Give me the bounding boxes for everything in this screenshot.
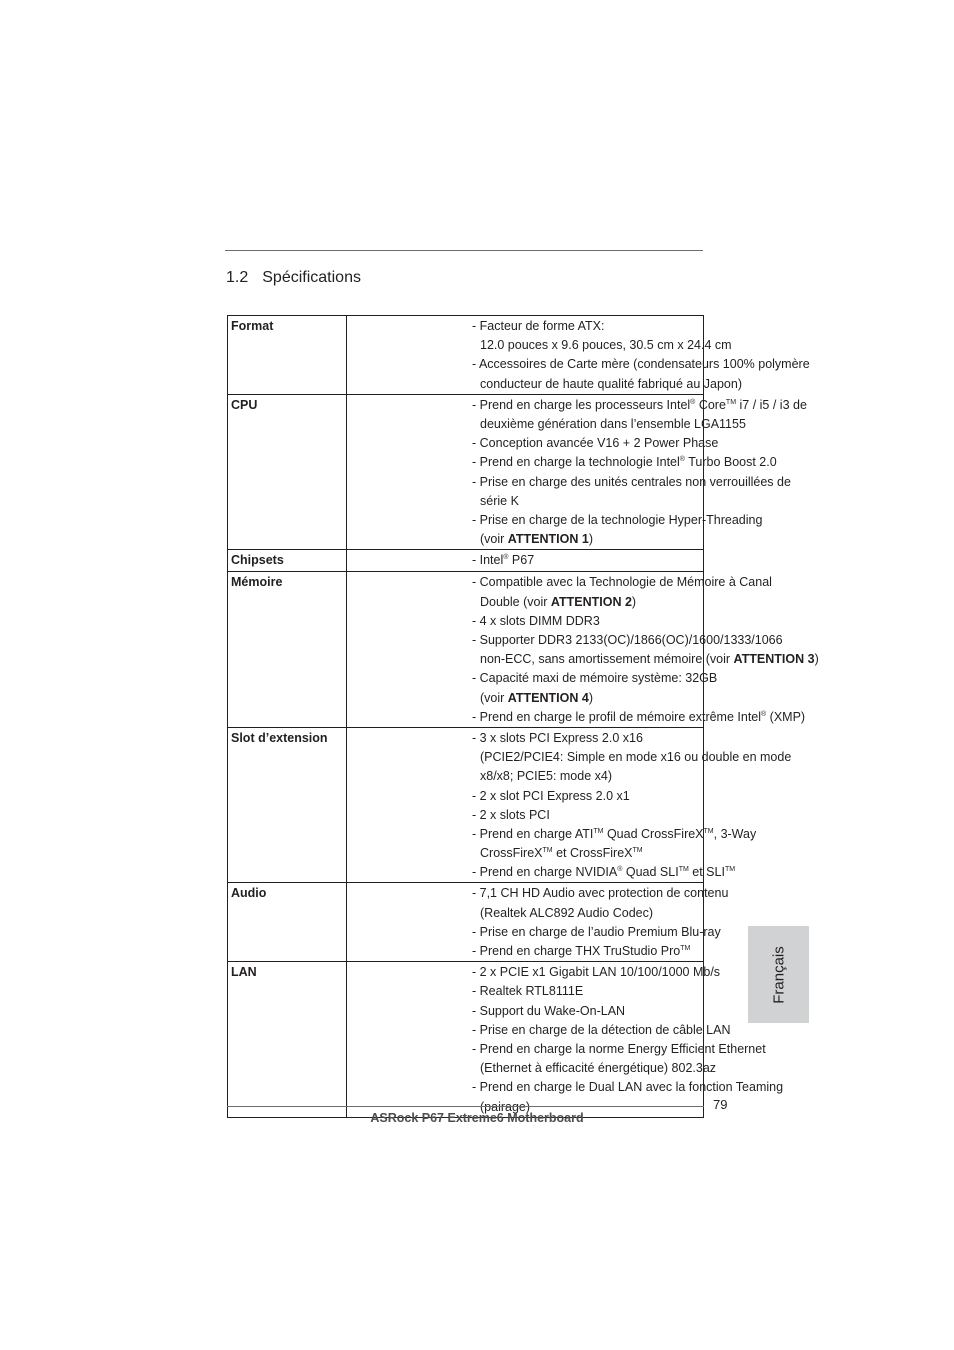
trademark-mark: TM [725,398,737,406]
spec-line [347,434,719,453]
text-run: série K [480,493,519,508]
page-number: 79 [713,1097,728,1112]
spec-line [347,511,763,530]
text-run: (XMP) [766,709,806,724]
text-run: - Prend en charge le profil de mémoire extrême Intel [472,709,762,724]
text-run: - Prise en charge de la technologie Hyper-Threading [472,512,763,527]
text-run: - Compatible avec la Technologie de Mémoire à Canal [472,575,772,590]
trademark-mark: TM [724,866,736,874]
text-run: (PCIE2/PCIE4: Simple en mode x16 ou double en mode [480,750,792,765]
text-run: conducteur de haute qualité fabriqué au Japon) [480,376,742,391]
text-run: - 7,1 CH HD Audio avec protection de contenu [472,886,729,901]
spec-line [347,825,757,844]
text-run: - Prend en charge THX TruStudio Pro [472,944,681,959]
spec-line [347,336,732,355]
spec-row [228,572,704,728]
trademark-mark: TM [678,866,689,874]
text-run: x8/x8; PCIE5: mode x4) [480,769,613,784]
text-run: - 3 x slots PCI Express 2.0 x16 [472,730,643,745]
text-run: - Prend en charge la technologie Intel [472,455,680,470]
text-run: - Prend en charge le Dual LAN avec la fonction Teaming [472,1080,784,1095]
language-tab [748,926,809,1023]
text-run: - 4 x slots DIMM DDR3 [472,613,600,628]
spec-line [347,844,703,863]
section-title: Spécifications [262,269,361,286]
text-run: non-ECC, sans amortissement mémoire (voir [480,652,734,667]
text-run: 12.0 pouces x 9.6 pouces, 30.5 cm x 24.4 cm [480,338,732,353]
text-run: Quad CrossFireX [603,826,704,841]
text-run: - Realtek RTL8111E [472,984,584,999]
spec-line [347,612,703,631]
spec-line [347,1002,703,1021]
spec-row [228,316,704,395]
text-run: (pairage) [480,1099,531,1114]
text-run: ) [588,532,593,547]
section-heading [226,269,361,287]
trademark-mark: ® [761,710,767,718]
text-run: - Support du Wake-On-LAN [472,1003,626,1018]
text-run: - Prise en charge de la détection de câble LAN [472,1022,731,1037]
text-run: et CrossFireX [552,846,633,861]
text-run: (voir [480,690,508,705]
spec-line [347,631,783,650]
text-run: i7 / i5 / i3 de [736,397,807,412]
spec-line [347,689,703,708]
spec-label: Format [228,316,347,395]
spec-line [347,708,806,727]
spec-label: Mémoire [228,572,347,728]
text-run: Quad SLI [622,865,679,880]
spec-line [347,317,703,336]
spec-line [347,806,703,825]
text-run: - Prend en charge la norme Energy Efficient Ethernet [472,1041,766,1056]
spec-label: CPU [228,394,347,550]
spec-row [228,883,704,962]
spec-line [347,492,703,511]
spec-line [347,415,746,434]
trademark-mark: ® [617,866,623,874]
text-run: Double (voir [480,594,551,609]
spec-label: Audio [228,883,347,962]
text-run: Core [695,397,726,412]
trademark-mark: TM [680,945,691,953]
language-tab-label: Français [770,945,787,1004]
spec-line [347,942,703,961]
text-run: - Supporter DDR3 2133(OC)/1866(OC)/1600/1333/1066 [472,633,783,648]
text-run: - Prend en charge NVIDIA [472,865,618,880]
spec-value [347,550,704,572]
spec-line [347,963,721,982]
spec-line [347,748,792,767]
text-run: - 2 x PCIE x1 Gigabit LAN 10/100/1000 Mb/s [472,965,721,980]
spec-line [347,1078,784,1097]
text-run: , 3-Way [713,826,757,841]
trademark-mark: TM [542,847,553,855]
text-run: - Capacité maxi de mémoire système: 32GB [472,671,718,686]
spec-row [228,727,704,883]
spec-value [347,727,792,883]
text-run: - 2 x slots PCI [472,807,550,822]
text-run: - 2 x slot PCI Express 2.0 x1 [472,788,630,803]
text-run: et SLI [688,865,725,880]
spec-line [347,923,721,942]
spec-line [347,863,736,882]
spec-line [347,355,810,374]
spec-value [347,883,729,962]
text-run: ) [814,652,819,667]
trademark-mark: ® [690,398,696,406]
text-run: - Facteur de forme ATX: [472,319,605,333]
spec-line [347,375,742,394]
spec-line [347,396,807,415]
spec-row [228,394,704,550]
attention-ref: ATTENTION 4 [507,690,589,705]
text-run: (Realtek ALC892 Audio Codec) [480,905,654,920]
text-run: (Ethernet à efficacité énergétique) 802.3az [480,1061,717,1076]
spec-line [347,573,772,592]
spec-line [347,453,777,472]
spec-line [347,884,729,903]
trademark-mark: TM [632,847,643,855]
spec-line [347,982,703,1001]
text-run: deuxième génération dans l’ensemble LGA1155 [480,416,746,431]
text-run: - Accessoires de Carte mère (condensateurs 100% polymère [472,357,810,372]
trademark-mark: TM [703,827,714,835]
spec-value [347,572,819,728]
spec-line [347,1059,717,1078]
text-run: - Prise en charge de l’audio Premium Blu-ray [472,924,721,939]
text-run: CrossFireX [480,846,543,861]
spec-row [228,962,704,1118]
spec-line [347,650,819,669]
spec-label: Slot d’extension [228,727,347,883]
spec-value [347,394,807,550]
section-number: 1.2 [226,269,249,286]
spec-line [347,1021,731,1040]
spec-label: Chipsets [228,550,347,572]
text-run: Turbo Boost 2.0 [684,455,777,470]
spec-line [347,669,718,688]
spec-line [347,473,791,492]
bottom-rule [227,1106,704,1107]
spec-line [347,1040,766,1059]
trademark-mark: TM [593,827,604,835]
trademark-mark: ® [679,456,685,464]
text-run: ) [631,594,637,609]
spec-line [347,729,703,748]
text-run: - Intel [472,553,504,568]
spec-label: LAN [228,962,347,1118]
text-run: - Prise en charge des unités centrales non verrouillées de [472,474,791,489]
trademark-mark: ® [503,554,509,562]
spec-line [347,530,703,549]
text-run: - Prend en charge ATI [472,826,594,841]
spec-value [347,316,810,395]
attention-ref: ATTENTION 3 [733,652,815,667]
text-run: ) [588,690,593,705]
spec-row [228,550,704,572]
attention-ref: ATTENTION 1 [507,532,589,547]
text-run: - Conception avancée V16 + 2 Power Phase [472,436,719,451]
spec-line [347,787,703,806]
top-rule [225,250,703,251]
spec-line [347,551,703,570]
text-run: - Prend en charge les processeurs Intel [472,397,691,412]
spec-line [347,904,703,923]
text-run: P67 [508,553,535,568]
footer-title: ASRock P67 Extreme6 Motherboard [370,1111,584,1125]
spec-line [347,767,703,786]
attention-ref: ATTENTION 2 [550,594,632,609]
text-run: (voir [480,532,508,547]
spec-line [347,593,703,612]
